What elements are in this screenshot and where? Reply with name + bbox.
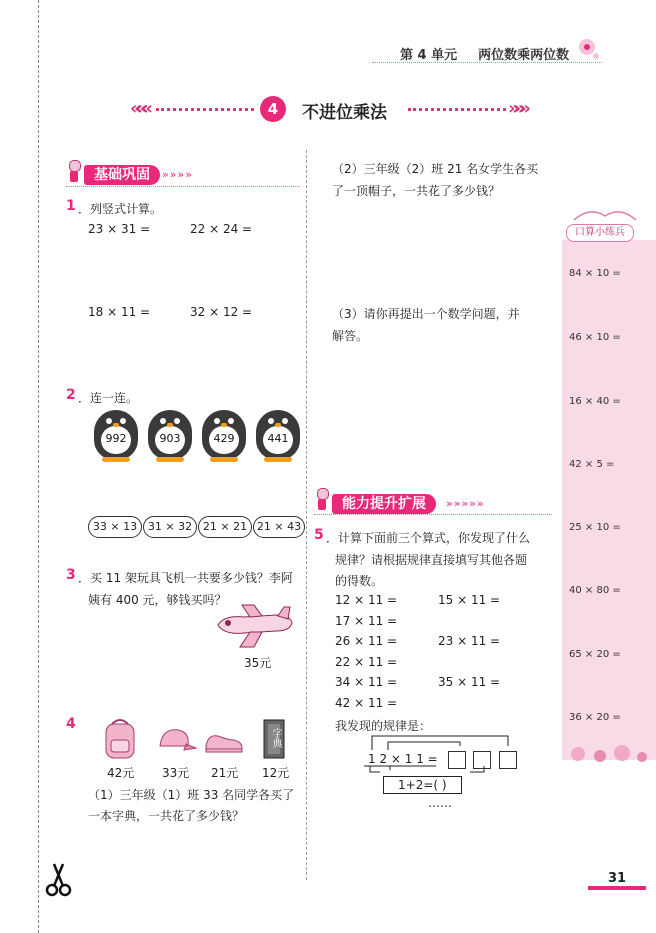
page-number: 31 <box>608 871 627 886</box>
penguin-card[interactable] <box>256 410 300 462</box>
sidebar-item: 40 × 80 = <box>569 585 621 596</box>
header-divider <box>372 62 602 63</box>
toy-airplane-icon <box>214 603 294 649</box>
scissors-icon <box>44 862 74 898</box>
q4-price: 21元 <box>211 766 239 780</box>
penguin-number: 441 <box>267 432 289 445</box>
expression-oval[interactable]: 31 × 32 <box>143 516 197 538</box>
q4-number: 4 <box>66 716 76 732</box>
q5-left-item: 17 × 11 = <box>335 614 398 628</box>
section-tag-advanced: 能力提升扩展 <box>332 494 436 514</box>
penguin-card[interactable] <box>94 410 138 462</box>
sidebar-item: 65 × 20 = <box>569 649 621 660</box>
q4-price: 12元 <box>262 766 290 780</box>
expression-oval[interactable]: 21 × 43 <box>253 516 305 538</box>
right-arrows-icon: »»» <box>508 98 525 119</box>
lesson-number: 4 <box>260 96 286 122</box>
q2-prompt: ．连一连。 <box>78 391 139 405</box>
section-tag-basic: 基础巩固 <box>84 165 160 185</box>
rule-label: 我发现的规律是： <box>335 719 432 733</box>
section-divider-advanced <box>314 514 552 515</box>
q1-item: 22 × 24 = <box>190 222 253 236</box>
title-dots-left <box>156 108 254 111</box>
dictionary-label: 字典 <box>270 728 281 748</box>
tag-arrows-icon: »»»»» <box>446 497 485 510</box>
q5-left-item: 34 × 11 = <box>335 675 398 689</box>
penguin-number: 429 <box>213 432 235 445</box>
q2-number: 2 <box>66 387 76 403</box>
q4-sub1-line2: 一本字典，一共花了多少钱？ <box>88 809 245 823</box>
answer-box[interactable] <box>448 751 466 769</box>
header-unit: 第 4 单元 <box>400 48 458 63</box>
rule-equation: 1 2 × 1 1 = <box>368 752 438 766</box>
sidebar-item: 42 × 5 = <box>569 459 615 470</box>
flowers-decoration-icon <box>566 740 652 768</box>
sidebar-item: 25 × 10 = <box>569 522 621 533</box>
q1-number: 1 <box>66 198 76 214</box>
column-divider <box>306 150 307 880</box>
sidebar-item: 46 × 10 = <box>569 332 621 343</box>
header-topic: 两位数乘两位数 <box>478 48 570 63</box>
lesson-title: 不进位乘法 <box>302 103 387 123</box>
sidebar-item: 36 × 20 = <box>569 712 621 723</box>
q5-right-item: 15 × 11 = <box>438 593 501 607</box>
q4-sub2-line1: （2）三年级（2）班 21 名女学生各买 <box>332 162 539 176</box>
expression-oval[interactable]: 33 × 13 <box>88 516 142 538</box>
q4-sub1-line1: （1）三年级（1）班 33 名同学各买了 <box>88 788 295 802</box>
penguin-number: 903 <box>159 432 181 445</box>
left-arrows-icon: ««« <box>130 98 147 119</box>
q5-right-item: 35 × 11 = <box>438 675 501 689</box>
shoes-icon <box>204 728 246 756</box>
answer-box[interactable] <box>499 751 517 769</box>
rule-sum-box[interactable]: 1+2=( ) <box>383 776 462 794</box>
cut-line <box>38 0 39 933</box>
airplane-price: 35元 <box>244 656 272 670</box>
q1-prompt: ．列竖式计算。 <box>78 202 163 216</box>
page-number-bar <box>588 886 646 890</box>
ribbon-decoration-icon <box>570 206 640 224</box>
tag-arrows-icon: »»»» <box>162 168 193 181</box>
q1-item: 32 × 12 = <box>190 305 253 319</box>
title-dots-right <box>408 108 506 111</box>
q4-sub3-line2: 解答。 <box>332 329 369 343</box>
q5-prompt-line1: ．计算下面前三个算式，你发现了什么 <box>326 531 531 545</box>
girl-mascot-icon <box>66 160 82 184</box>
q4-price: 42元 <box>107 766 135 780</box>
penguin-card[interactable] <box>202 410 246 462</box>
q4-sub3-line1: （3）请你再提出一个数学问题，并 <box>332 307 520 321</box>
q3-prompt-line1: ．买 11 架玩具飞机一共要多少钱？李阿 <box>78 571 293 585</box>
q3-number: 3 <box>66 567 76 583</box>
flower-decoration-icon <box>572 36 602 64</box>
sidebar-item: 16 × 40 = <box>569 396 621 407</box>
q4-price: 33元 <box>162 766 190 780</box>
q4-sub2-line2: 了一顶帽子，一共花了多少钱？ <box>332 184 501 198</box>
sidebar-title: 口算小练兵 <box>566 224 634 242</box>
rule-ellipsis: …… <box>428 796 452 810</box>
q5-prompt-line3: 的得数。 <box>335 574 384 588</box>
section-divider-basic <box>66 186 300 187</box>
sidebar-item: 84 × 10 = <box>569 268 621 279</box>
girl-mascot-icon <box>314 488 330 512</box>
q5-prompt-line2: 规律？请根据规律直接填写其他各题 <box>335 553 528 567</box>
lesson-title-bar <box>130 96 530 124</box>
cap-icon <box>156 726 196 756</box>
q5-left-item: 22 × 11 = <box>335 655 398 669</box>
answer-box[interactable] <box>473 751 491 769</box>
page-header <box>400 44 569 63</box>
q1-item: 18 × 11 = <box>88 305 151 319</box>
expression-oval[interactable]: 21 × 21 <box>198 516 252 538</box>
mental-math-sidebar <box>562 240 656 760</box>
q5-number: 5 <box>314 527 324 543</box>
q5-left-item: 12 × 11 = <box>335 593 398 607</box>
q5-left-item: 26 × 11 = <box>335 634 398 648</box>
penguin-number: 992 <box>105 432 127 445</box>
q5-right-item: 23 × 11 = <box>438 634 501 648</box>
q5-left-item: 42 × 11 = <box>335 696 398 710</box>
q1-item: 23 × 31 = <box>88 222 151 236</box>
q3-prompt-line2: 姨有 400 元，够钱买吗？ <box>88 593 227 607</box>
backpack-icon <box>102 716 138 760</box>
penguin-card[interactable] <box>148 410 192 462</box>
